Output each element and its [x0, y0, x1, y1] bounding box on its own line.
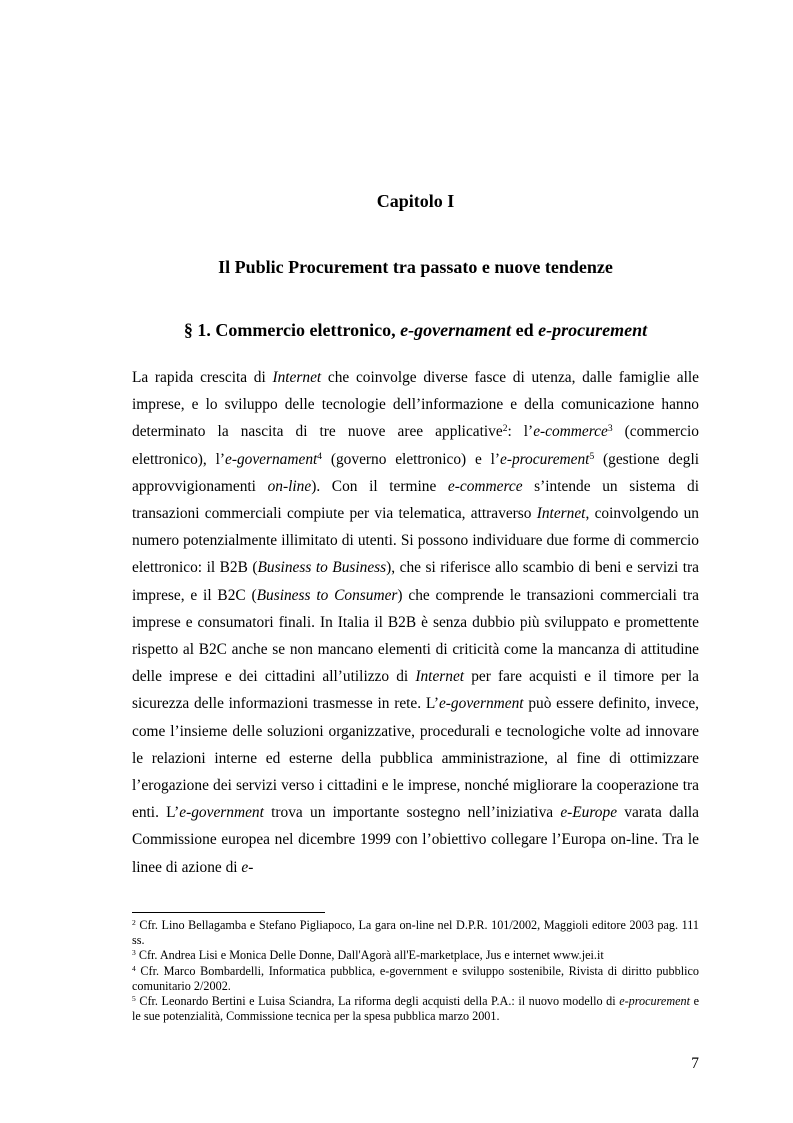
- footnote-ref-4: 4: [317, 450, 323, 462]
- body-paragraph: [132, 364, 699, 881]
- section-heading-term-eprocurement: e-procurement: [538, 320, 648, 340]
- text-run: s’intende un sistema di transazioni commerciali compiute per via telematica, attraverso: [132, 477, 699, 523]
- text-run-italic: e-: [241, 858, 254, 876]
- text-run-italic: e-commerce: [533, 423, 608, 441]
- text-run: ), che si riferisce allo scambio di beni e servizi tra imprese, e il B2C (: [132, 559, 699, 604]
- text-run: trova un importante sostegno nell’iniziativa: [263, 804, 561, 822]
- chapter-heading: Capitolo I: [376, 191, 455, 211]
- footnote-number: 2: [132, 917, 136, 927]
- footnotes: [132, 918, 699, 1024]
- text-run-italic: Internet: [415, 668, 465, 686]
- footnote-ref-2: 2: [502, 423, 508, 435]
- text-run-italic: e-government: [179, 804, 264, 822]
- text-run-italic: Business to Consumer: [256, 586, 398, 604]
- text-run-italic: e-commerce: [447, 477, 523, 495]
- text-run: ). Con il termine: [311, 477, 448, 495]
- page-number: 7: [691, 1055, 699, 1072]
- text-run-italic: Internet: [272, 369, 322, 386]
- footnote-ref-5: 5: [589, 450, 595, 462]
- text-run: che coinvolge diverse fasce di utenza, dalle famiglie alle imprese, e lo sviluppo delle tecnologie dell’informazione e della comunicazione hanno determinato la nascita di tre nuove aree applicative: [132, 369, 699, 441]
- section-heading: [132, 319, 699, 341]
- footnote-text: Cfr. Leonardo Bertini e Luisa Sciandra, La riforma degli acquisti della P.A.: il nuovo modello di: [135, 994, 620, 1009]
- text-run-italic: e-government: [438, 695, 524, 713]
- text-run: per fare acquisti e il timore per la sicurezza delle informazioni trasmesse in rete. L’: [132, 668, 699, 713]
- chapter-title: Il Public Procurement tra passato e nuove tendenze: [218, 257, 613, 277]
- text-run: (gestione degli approvvigionamenti: [132, 450, 699, 495]
- section-heading-term-egovernament: e-governament: [400, 320, 512, 340]
- text-run-italic: e-procurement: [499, 450, 590, 468]
- text-run: La rapida crescita di: [132, 369, 273, 386]
- footnote-text: e le sue potenzialità, Commissione tecnica per la spesa pubblica marzo 2001.: [132, 994, 699, 1024]
- footnote-text: Cfr. Lino Bellagamba e Stefano Pigliapoco, La gara on-line nel D.P.R. 101/2002, Maggioli editore 2003 pag. 111 ss.: [132, 918, 699, 948]
- text-run: (governo elettronico) e l’: [322, 450, 500, 468]
- footnote: [132, 918, 699, 948]
- footnote-ref-3: 3: [607, 423, 613, 435]
- footnote-number: 3: [132, 948, 136, 958]
- text-run: : l’: [507, 423, 534, 441]
- text-run-italic: Internet: [536, 505, 586, 523]
- text-run-italic: on-line: [267, 477, 312, 495]
- text-run-italic: e-governament: [224, 450, 318, 468]
- footnote-number: 5: [132, 993, 136, 1003]
- text-run: ) che comprende le transazioni commerciali tra imprese e consumatori finali. In Italia il B2B è senza dubbio più sviluppato e promettente rispetto al B2C anche se non mancano elementi di criticità come la mancanza di attitudine delle imprese e dei cittadini all’utilizzo di: [132, 586, 700, 686]
- footnote: [132, 948, 699, 963]
- section-heading-connector: ed: [511, 320, 539, 340]
- text-run-italic: Business to Business: [257, 559, 387, 577]
- text-run: , coinvolgendo un numero potenzialmente illimitato di utenti. Si possono individuare due forme di commercio elettronico: il B2B (: [132, 505, 699, 577]
- footnote-text: Cfr. Andrea Lisi e Monica Delle Donne, Dall'Agorà all'E-marketplace, Jus e internet www.jei.it: [135, 948, 604, 963]
- section-heading-prefix: § 1. Commercio elettronico,: [183, 320, 401, 340]
- footnote: [132, 994, 699, 1024]
- footnote-separator: [132, 912, 325, 913]
- text-run: (commercio elettronico), l’: [132, 423, 699, 468]
- footnote-number: 4: [132, 963, 136, 973]
- footnote-text: Cfr. Marco Bombardelli, Informatica pubblica, e-government e sviluppo sostenibile, Rivista di diritto pubblico comunitario 2/2002.: [132, 963, 699, 993]
- footnote: [132, 964, 699, 994]
- text-run: può essere definito, invece, come l’insieme delle soluzioni organizzative, procedurali e tecnologiche volte ad innovare le relazioni interne ed esterne della pubblica amministrazione, al fine di ottimizzare l’erogazione dei servizi verso i cittadini e le imprese, nonché migliorare la cooperazione tra enti. L’: [132, 695, 699, 822]
- footnote-text-italic: e-procurement: [619, 994, 691, 1009]
- text-run: varata dalla Commissione europea nel dicembre 1999 con l’obiettivo collegare l’Europa on-line. Tra le linee di azione di: [132, 804, 699, 876]
- text-run-italic: e-Europe: [560, 804, 618, 822]
